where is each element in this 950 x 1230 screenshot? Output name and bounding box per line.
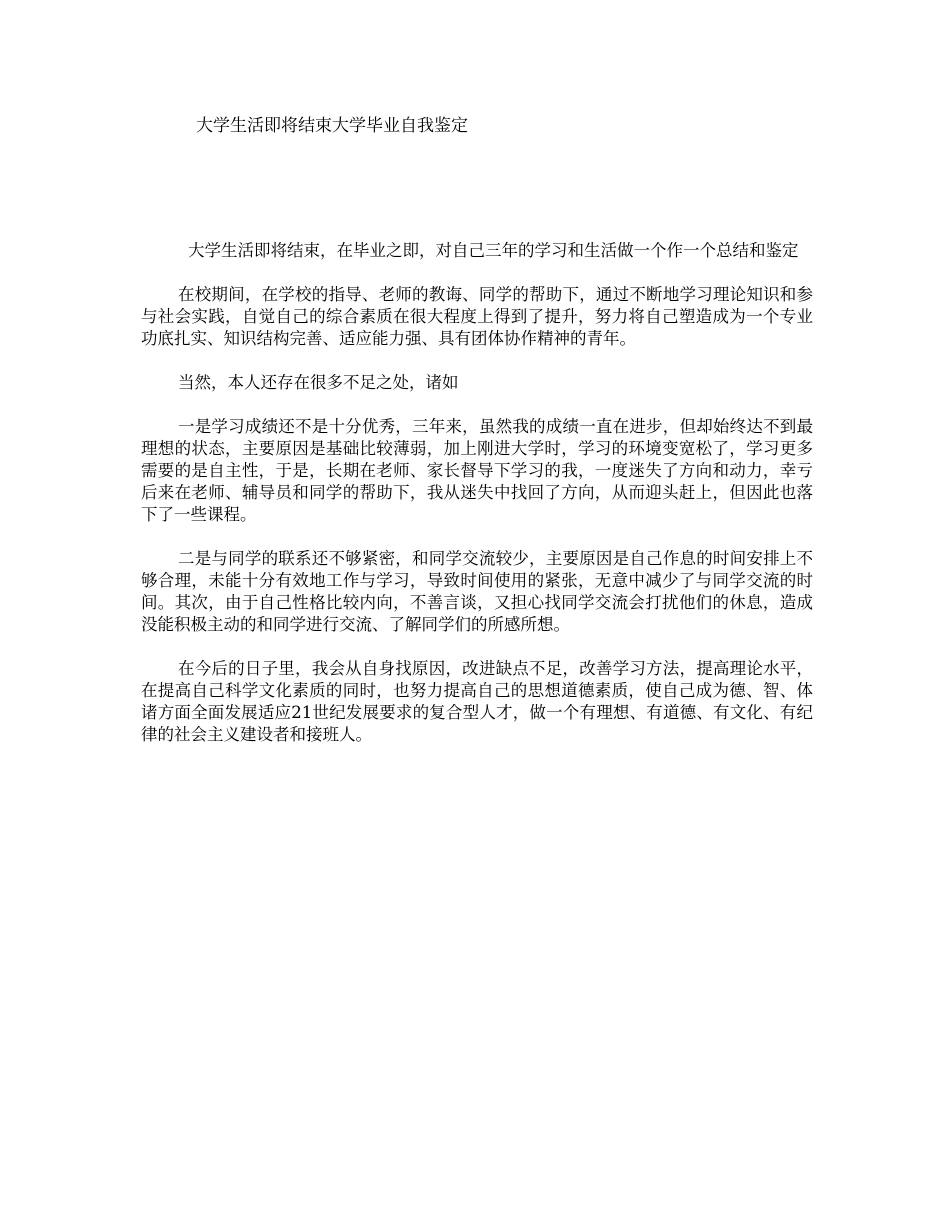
paragraph-campus-period: 在校期间，在学校的指导、老师的教诲、同学的帮助下，通过不断地学习理论知识和参与社会实践，自觉自己的综合素质在很大程度上得到了提升，努力将自己塑造成为一个专业功底扎实、知识结构完善、适应能力强、具有团体协作精神的青年。 bbox=[141, 285, 813, 348]
paragraph-shortcomings-intro: 当然，本人还存在很多不足之处，诸如 bbox=[178, 373, 459, 392]
paragraph-future-plans: 在今后的日子里，我会从自身找原因，改进缺点不足，改善学习方法，提高理论水平，在提高自己科学文化素质的同时，也努力提高自己的思想道德素质，使自己成为德、智、体诸方面全面发展适应21世纪发展要求的复合型人才，做一个有理想、有道德、有文化、有纪律的社会主义建设者和接班人。 bbox=[141, 659, 813, 744]
document-title: 大学生活即将结束大学毕业自我鉴定 bbox=[196, 116, 468, 136]
document-body bbox=[141, 240, 813, 768]
paragraph-intro: 大学生活即将结束，在毕业之即，对自己三年的学习和生活做一个作一个总结和鉴定 bbox=[188, 241, 799, 260]
paragraph-shortcoming-grades: 一是学习成绩还不是十分优秀，三年来，虽然我的成绩一直在进步，但却始终达不到最理想的状态，主要原因是基础比较薄弱，加上刚进大学时，学习的环境变宽松了，学习更多需要的是自主性，于是，长期在老师、家长督导下学习的我，一度迷失了方向和动力，幸亏后来在老师、辅导员和同学的帮助下，我从迷失中找回了方向，从而迎头赶上，但因此也落下了一些课程。 bbox=[141, 417, 813, 524]
paragraph-shortcoming-communication: 二是与同学的联系还不够紧密，和同学交流较少，主要原因是自己作息的时间安排上不够合理，未能十分有效地工作与学习，导致时间使用的紧张，无意中减少了与同学交流的时间。其次，由于自己性格比较内向，不善言谈，又担心找同学交流会打扰他们的休息，造成没能积极主动的和同学进行交流、了解同学们的所感所想。 bbox=[141, 549, 813, 634]
